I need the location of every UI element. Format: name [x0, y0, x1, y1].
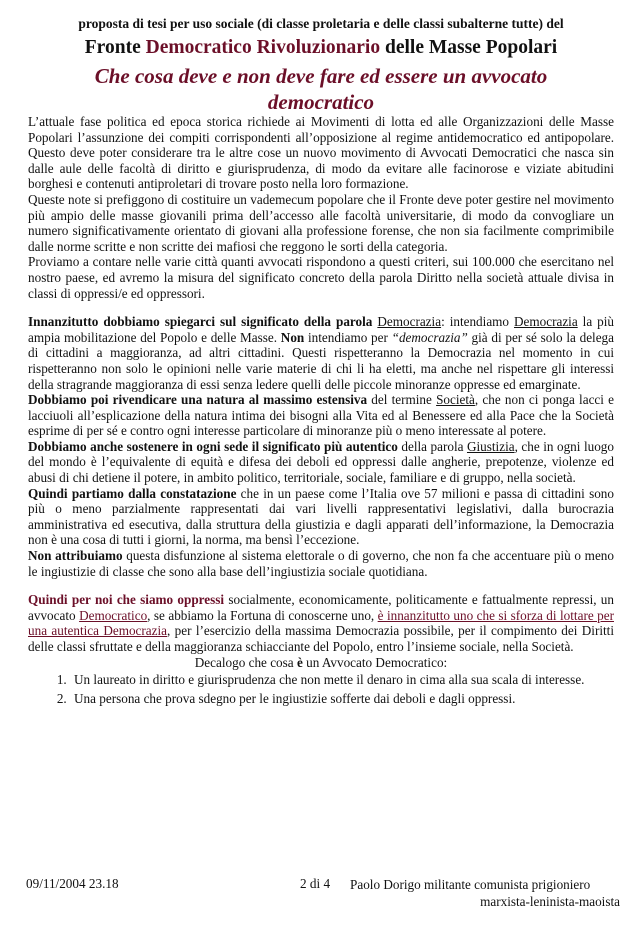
- paragraph-giustizia: Dobbiamo anche sostenere in ogni sede il significato più autentico della parola Giustizia, che in ogni luogo del mondo è l’equivalente di equità e difesa dei deboli ed oppressi dalle angherie, prepotenze, violenze ed abusi di chi detiene il potere, in ambito politico, territoriale, sociale, familiare e di gruppo, nella società.: [28, 438, 614, 486]
- footer-author-line-1: Paolo Dorigo militante comunista prigioniero: [350, 877, 591, 892]
- intro-paragraph-1: L’attuale fase politica ed epoca storica richiede ai Movimenti di lotta ed alle Organizzazioni delle Masse Popolari l’assunzione dei compiti corrispondenti all’opposizione al regime antidemocratico ed antipopolare. Questo deve poter considerare tra le altre cose un nuovo movimento di Avvocati Democratici che nasca sin dalle aule delle facoltà di diritto e giurisprudenza, di modo da evitare alle facinorose e viziate abitudini borghesi e contenuti antiproletari di trovare posto nella loro formazione.: [28, 114, 614, 192]
- paragraph-societa: Dobbiamo poi rivendicare una natura al massimo estensiva del termine Società, che non ci ponga lacci e lacciuoli all’esplicazione della natura intima dei bisogni alla Vita ed al Benessere ed alla Pace che la Società esprime di per sé e contro ogni interesse particolare di minoranze più o meno interessate al potere.: [28, 392, 614, 439]
- document-title: Che cosa deve e non deve fare ed essere un avvocato democratico: [94, 64, 548, 114]
- document-body: [28, 114, 614, 709]
- organization-name: [0, 37, 642, 59]
- paragraph-democrazia: Innanzitutto dobbiamo spiegarci sul significato della parola Democrazia: intendiamo Democrazia la più ampia mobilitazione del Popolo e delle Masse. Non intendiamo per “democrazia” già di per sé solo la delega di cittadini a maggioranza, ad altri cittadini. Questi rispetteranno la Democrazia nel momento in cui rispetteranno non solo le opinioni nelle varie materie di chi li ha eletti, ma anche nel rispettare gli interessi della stragrande maggioranza di essi senza ledere quelli delle piccole minoranze oppresse ed emarginate.: [28, 314, 615, 392]
- intro-paragraph-3: Proviamo a contare nelle varie città quanti avvocati rispondono a questi criteri, sui 100.000 che esercitano nel nostro paese, ed avremo la misura del significato concreto della parola Diritto nella società attuale divisa in classi di oppressi/e ed oppressori.: [28, 254, 614, 301]
- org-name-highlight: Democratico Rivoluzionario: [145, 37, 381, 58]
- paragraph-oppressi: Quindi per noi che siamo oppressi socialmente, economicamente, politicamente e fattualmente repressi, un avvocato Democratico, se abbiamo la Fortuna di conoscerne uno, è innanzitutto uno che si sforza di lottare per una autentica Democrazia, per l’esercizio della massima Democrazia possibile, per il compimento dei Diritti delle classi sfruttate e della maggioranza schiacciante del Popolo, entro l’insieme sociale, nella Società.: [28, 592, 614, 654]
- footer-date: 09/11/2004 23.18: [26, 876, 119, 891]
- paragraph-non-attribuiamo: Non attribuiamo questa disfunzione al sistema elettorale o di governo, che non fa che accentuare più o meno le ingiustizie di classe che sono alla base dell’ingiustizia sociale quotidiana.: [28, 548, 614, 579]
- footer-page-number: 2 di 4: [300, 876, 331, 891]
- decalogo-heading: Decalogo che cosa è un Avvocato Democratico:: [194, 654, 448, 670]
- intro-paragraph-2: Queste note si prefiggono di costituire un vademecum popolare che il Fronte deve poter gestire nel movimento più ampio delle masse giovanili prima dell’accesso alle facoltà universitarie, di modo da convogliare un numero significativamente orientato di giovani alla professione forense, che non sia facilmente comprimibile dalle norme scritte e non scritte dei mafiosi che reggono le sorti della categoria.: [28, 191, 614, 254]
- org-name-pre: Fronte: [84, 37, 146, 58]
- list-item: 2. Una persona che prova sdegno per le ingiustizie sofferte dai deboli e dagli oppressi.: [70, 691, 614, 707]
- org-name-post: delle Masse Popolari: [380, 37, 558, 58]
- list-item: 1. Un laureato in diritto e giurisprudenza che non mette il denaro in cima alla sua scala di interesse.: [70, 672, 614, 688]
- decalogo-list: [28, 672, 614, 706]
- paragraph-constatazione: Quindi partiamo dalla constatazione che in un paese come l’Italia ove 57 milioni e passa di cittadini sono più o meno parzialmente rappresentati dai vari livelli rappresentativi legislativi, dalla burocrazia amministrativa ed esecutiva, dalla struttura della giustizia e dagli apparati dell’informazione, la Democrazia non è una cosa di tutti i giorni, la norma, ma bensì l’eccezione.: [28, 485, 614, 548]
- header-subtitle: proposta di tesi per uso sociale (di classe proletaria e delle classi subalterne tutte) del: [78, 16, 564, 31]
- footer-author: [350, 876, 620, 910]
- footer-author-line-2: marxista-leninista-maoista: [480, 894, 620, 909]
